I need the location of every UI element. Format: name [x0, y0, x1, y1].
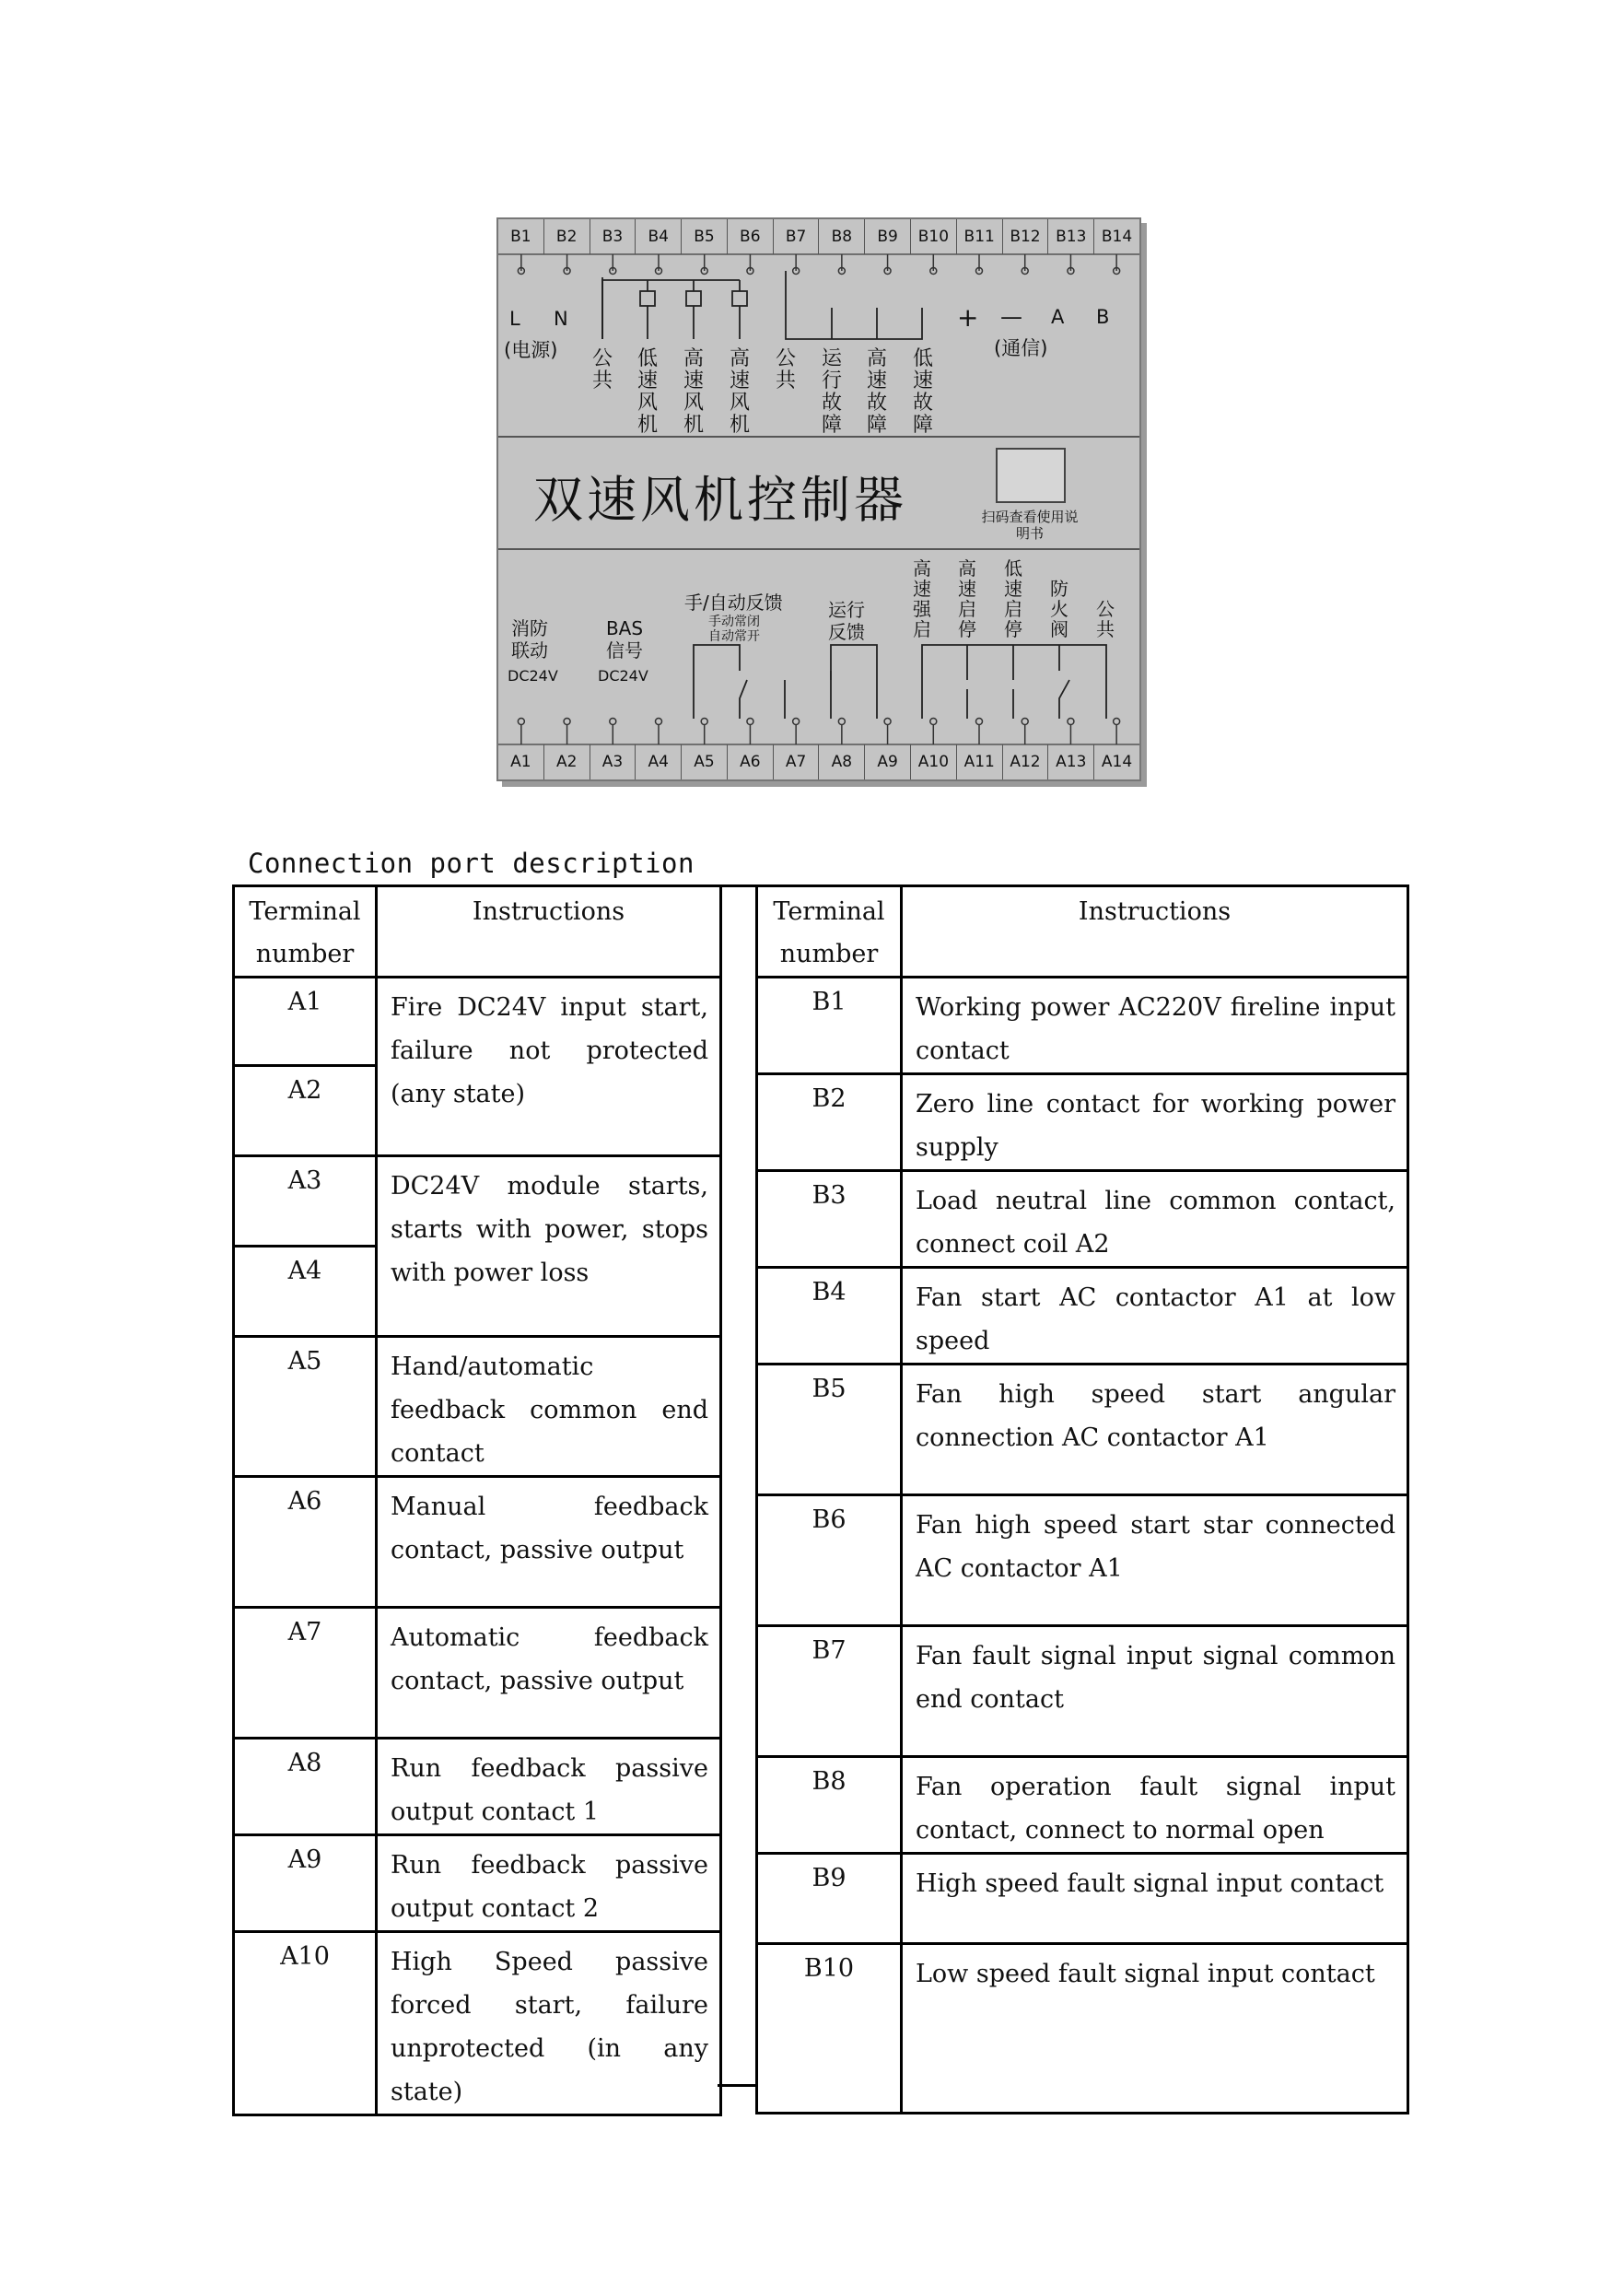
terminal-number-cell: B9	[757, 1854, 902, 1944]
header-terminal-number: Terminal number	[757, 886, 902, 978]
label-fire-link: 消防联动	[511, 617, 548, 662]
bottom-screw-contact	[1114, 719, 1120, 725]
label-run-feedback: 运行反馈	[828, 599, 865, 643]
table-row	[757, 1365, 1408, 1495]
header-instructions: Instructions	[902, 886, 1408, 978]
terminal-a5: A5	[682, 744, 728, 779]
terminal-a11: A11	[957, 744, 1003, 779]
label-fire-dc: DC24V	[508, 667, 558, 685]
terminal-b14: B14	[1101, 228, 1133, 246]
terminal-a14: A14	[1101, 753, 1133, 771]
terminal-a6: A6	[728, 744, 774, 779]
instruction-cell: Zero line contact for working power supply	[902, 1074, 1408, 1171]
bottom-screw-contact	[838, 719, 845, 725]
instruction-cell: Low speed fault signal input contact	[902, 1944, 1408, 2114]
table-divider	[718, 884, 757, 2087]
instruction-cell: Fan start AC contactor A1 at low speed	[902, 1268, 1408, 1365]
bottom-screw-contact	[976, 719, 983, 725]
table-row	[757, 1626, 1408, 1757]
table-row	[757, 1495, 1408, 1626]
table-row	[757, 978, 1408, 1074]
table-row	[234, 1739, 721, 1835]
instruction-cell: Fire DC24V input start, failure not protected (any state)	[377, 978, 721, 1156]
terminal-number-cell: B1	[757, 978, 902, 1074]
table-row	[757, 1854, 1408, 1944]
terminal-a4: A4	[636, 744, 682, 779]
terminal-number-cell: B10	[757, 1944, 902, 2114]
table-row	[757, 1944, 1408, 2114]
label-L: L	[509, 308, 520, 330]
terminal-b6: B6	[728, 219, 774, 254]
terminal-b5: B5	[682, 219, 728, 254]
header-instructions: Instructions	[377, 886, 721, 978]
terminal-number-cell: A7	[234, 1608, 377, 1739]
bottom-screw-contact	[884, 719, 891, 725]
header-terminal-number: Terminal number	[234, 886, 377, 978]
label-low-fan: 低速风机	[636, 347, 658, 437]
bottom-screw-contact	[1068, 719, 1074, 725]
bottom-screw-contact	[930, 719, 937, 725]
instruction-cell: Manual feedback contact, passive output	[377, 1477, 721, 1608]
terminal-a2: A2	[544, 744, 590, 779]
terminal-a8: A8	[819, 744, 865, 779]
terminal-number-cell: A8	[234, 1739, 377, 1835]
label-run-fault: 运行故障	[821, 347, 842, 437]
terminal-b8: B8	[819, 219, 865, 254]
terminal-a13: A13	[1048, 744, 1094, 779]
terminal-a1: A1	[498, 744, 544, 779]
terminal-number-cell: B5	[757, 1365, 902, 1495]
label-fire-damper: 防火阀	[1050, 578, 1068, 640]
terminal-number-cell: B3	[757, 1171, 902, 1268]
terminal-number-cell: B8	[757, 1757, 902, 1854]
terminal-b3: B3	[590, 219, 636, 254]
terminal-number-cell: B2	[757, 1074, 902, 1171]
label-high-fan-1: 高速风机	[683, 347, 704, 437]
label-common-bottom: 公共	[1096, 598, 1115, 640]
instruction-cell: Fan operation fault signal input contact, connect to normal open	[902, 1757, 1408, 1854]
bottom-screw-contact	[656, 719, 662, 725]
terminal-a10: A10	[911, 744, 957, 779]
terminal-b9: B9	[865, 219, 911, 254]
instruction-cell: Run feedback passive output contact 1	[377, 1739, 721, 1835]
label-common-1: 公共	[591, 347, 613, 392]
table-row	[757, 1074, 1408, 1171]
label-low-fault: 低速故障	[912, 347, 933, 437]
instruction-cell: Load neutral line common contact, connect coil A2	[902, 1171, 1408, 1268]
label-bas-dc: DC24V	[598, 667, 648, 685]
label-bas: BAS信号	[605, 617, 644, 662]
terminal-number-cell: A1	[234, 978, 377, 1066]
terminal-b1: B1	[498, 219, 544, 254]
terminal-number-cell: B4	[757, 1268, 902, 1365]
table-row	[757, 1171, 1408, 1268]
terminal-number-cell: A5	[234, 1337, 377, 1477]
label-auto-no: 自动常开	[708, 629, 760, 644]
table-row	[757, 1757, 1408, 1854]
instruction-cell: Hand/automatic feedback common end contact	[377, 1337, 721, 1477]
bottom-screw-contact	[793, 719, 800, 725]
controller-title: 双速风机控制器	[533, 471, 907, 529]
label-minus: —	[1000, 304, 1022, 330]
terminal-number-cell: A3	[234, 1156, 377, 1247]
terminal-b11: B11	[957, 219, 1003, 254]
bottom-screw-contact	[701, 719, 707, 725]
label-high-force: 高速强启	[913, 557, 931, 640]
bottom-screw-contact	[1022, 719, 1028, 725]
table-row	[234, 978, 721, 1066]
label-hand-auto: 手/自动反馈	[684, 592, 783, 614]
label-B: B	[1096, 306, 1110, 328]
table-row	[234, 1932, 721, 2115]
label-high-fault: 高速故障	[866, 347, 887, 437]
label-high-start-stop: 高速启停	[958, 557, 976, 640]
controller-terminal-diagram	[496, 217, 1141, 781]
terminal-a3: A3	[590, 744, 636, 779]
label-plus: +	[957, 302, 979, 333]
port-table-left	[232, 884, 722, 2116]
terminal-number-cell: B7	[757, 1626, 902, 1757]
terminal-number-cell: A9	[234, 1835, 377, 1932]
bottom-screw-contact	[564, 719, 570, 725]
terminal-a9: A9	[865, 744, 911, 779]
terminal-number-cell: A4	[234, 1247, 377, 1337]
table-row	[234, 1337, 721, 1477]
table-row	[234, 1477, 721, 1608]
instruction-cell: Run feedback passive output contact 2	[377, 1835, 721, 1932]
label-comm: (通信)	[994, 337, 1048, 359]
port-table-right	[755, 884, 1409, 2114]
terminal-number-cell: B6	[757, 1495, 902, 1626]
terminal-number-cell: A6	[234, 1477, 377, 1608]
label-power: (电源)	[504, 339, 558, 361]
terminal-a12: A12	[1003, 744, 1049, 779]
terminal-number-cell: A10	[234, 1932, 377, 2115]
table-title: Connection port description	[248, 848, 695, 879]
table-row	[234, 1835, 721, 1932]
table-row	[757, 1268, 1408, 1365]
instruction-cell: DC24V module starts, starts with power, stops with power loss	[377, 1156, 721, 1337]
instruction-cell: High Speed passive forced start, failure unprotected (in any state)	[377, 1932, 721, 2115]
bottom-screw-contact	[747, 719, 753, 725]
instruction-cell: High speed fault signal input contact	[902, 1854, 1408, 1944]
terminal-b4: B4	[636, 219, 682, 254]
label-low-start-stop: 低速启停	[1004, 557, 1022, 640]
terminal-b12: B12	[1003, 219, 1049, 254]
terminal-number-cell: A2	[234, 1066, 377, 1156]
label-common-2: 公共	[775, 347, 796, 392]
table-row	[234, 1156, 721, 1247]
terminal-b10: B10	[911, 219, 957, 254]
qr-caption: 扫码查看使用说明书	[981, 509, 1079, 542]
terminal-a7: A7	[774, 744, 820, 779]
label-high-fan-2: 高速风机	[729, 347, 750, 437]
label-A: A	[1051, 306, 1065, 328]
terminal-b2: B2	[544, 219, 590, 254]
instruction-cell: Automatic feedback contact, passive output	[377, 1608, 721, 1739]
qr-code-box	[996, 448, 1066, 503]
table-row	[234, 1608, 721, 1739]
top-terminal-row	[498, 219, 1139, 254]
bottom-terminal-row	[498, 744, 1139, 779]
terminal-b7: B7	[774, 219, 820, 254]
bottom-screw-contact	[610, 719, 616, 725]
instruction-cell: Fan fault signal input signal common end contact	[902, 1626, 1408, 1757]
instruction-cell: Working power AC220V fireline input contact	[902, 978, 1408, 1074]
label-hand-nc: 手动常闭	[708, 615, 760, 629]
terminal-b13: B13	[1048, 219, 1094, 254]
instruction-cell: Fan high speed start star connected AC contactor A1	[902, 1495, 1408, 1626]
label-N: N	[554, 308, 568, 330]
instruction-cell: Fan high speed start angular connection AC contactor A1	[902, 1365, 1408, 1495]
bottom-screw-contact	[518, 719, 524, 725]
